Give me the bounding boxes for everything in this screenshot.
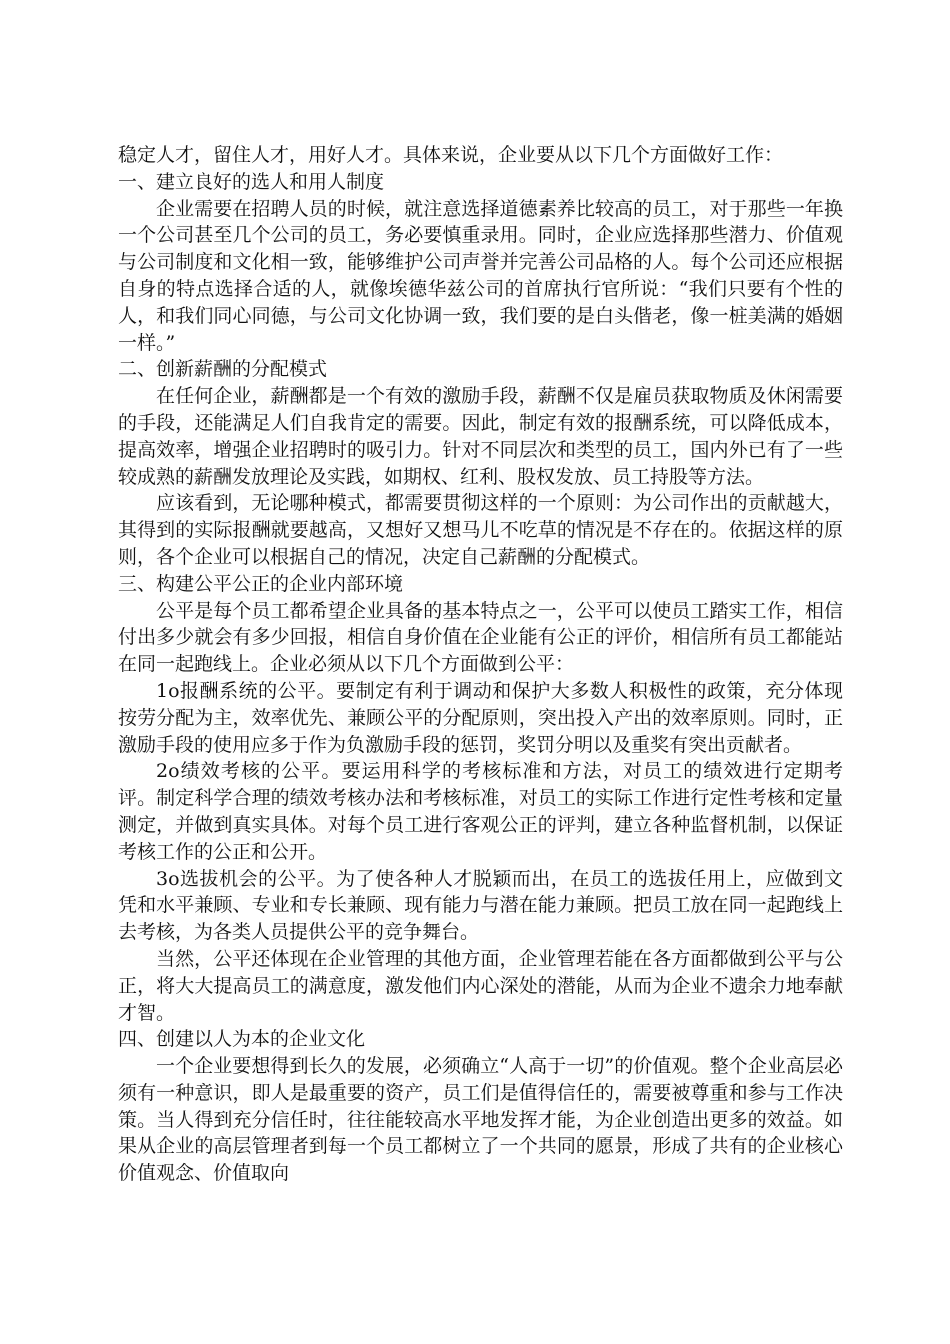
paragraph: 应该看到，无论哪种模式，都需要贯彻这样的一个原则：为公司作出的贡献越大，其得到的实际报酬就要越高，又想好又想马儿不吃草的情况是不存在的。依据这样的原则，各个企业可以根据自己的情况，决定自己薪酬的分配模式。 [118, 492, 843, 568]
section-heading-4: 四、创建以人为本的企业文化 [118, 1028, 366, 1051]
paragraph: 公平是每个员工都希望企业具备的基本特点之一，公平可以使员工踏实工作，相信付出多少就会有多少回报，相信自身价值在企业能有公正的评价，相信所有员工都能站在同一起跑线上。企业必须从以下几个方面做到公平： [118, 599, 843, 676]
paragraph: 当然，公平还体现在企业管理的其他方面，企业管理若能在各方面都做到公平与公正，将大大提高员工的满意度，激发他们内心深处的潜能，从而为企业不遗余力地奉献才智。 [118, 947, 843, 1024]
paragraph: 企业需要在招聘人员的时候，就注意选择道德素养比较高的员工，对于那些一年换一个公司甚至几个公司的员工，务必要慎重录用。同时，企业应选择那些潜力、价值观与公司制度和文化相一致，能够维护公司声誉并完善公司品格的人。每个公司还应根据自身的特点选择合适的人，就像埃德华兹公司的首席执行官所说：“我们只要有个性的人，和我们同心同德，与公司文化协调一致，我们要的是白头偕老，像一桩美满的婚姻一样。” [118, 197, 843, 354]
list-item-paragraph: 3o选拔机会的公平。为了使各种人才脱颖而出，在员工的选拔任用上，应做到文凭和水平兼顾、专业和专长兼顾、现有能力与潜在能力兼顾。把员工放在同一起跑线上去考核，为各类人员提供公平的竞争舞台。 [118, 867, 843, 944]
section-heading-2: 二、创新薪酬的分配模式 [118, 358, 328, 381]
paragraph-intro: 稳定人才，留住人才，用好人才。具体来说，企业要从以下几个方面做好工作： [118, 144, 784, 166]
section-heading-3: 三、构建公平公正的企业内部环境 [118, 572, 404, 595]
list-item-paragraph: 2o绩效考核的公平。要运用科学的考核标准和方法，对员工的绩效进行定期考评。制定科学合理的绩效考核办法和考核标准，对员工的实际工作进行定性考核和定量测定，并做到真实具体。对每个员工进行客观公正的评判，建立各种监督机制，以保证考核工作的公正和公开。 [118, 760, 843, 863]
list-item-paragraph: 1o报酬系统的公平。要制定有利于调动和保护大多数人积极性的政策，充分体现按劳分配为主，效率优先、兼顾公平的分配原则，突出投入产出的效率原则。同时，正激励手段的使用应多于作为负激励手段的惩罚，奖罚分明以及重奖有突出贡献者。 [118, 679, 843, 756]
paragraph: 一个企业要想得到长久的发展，必须确立“人高于一切”的价值观。整个企业高层必须有一种意识，即人是最重要的资产，员工们是值得信任的，需要被尊重和参与工作决策。当人得到充分信任时，往往能较高水平地发挥才能，为企业创造出更多的效益。如果从企业的高层管理者到每一个员工都树立了一个共同的愿景，形成了共有的企业核心价值观念、价值取向 [118, 1055, 843, 1185]
paragraph: 在任何企业，薪酬都是一个有效的激励手段，薪酬不仅是雇员获取物质及休闲需要的手段，还能满足人们自我肯定的需要。因此，制定有效的报酬系统，可以降低成本，提高效率，增强企业招聘时的吸引力。针对不同层次和类型的员工，国内外已有了一些较成熟的薪酬发放理论及实践，如期权、红利、股权发放、员工持股等方法。 [118, 385, 843, 488]
section-heading-1: 一、建立良好的选人和用人制度 [118, 170, 385, 193]
document-body [118, 142, 843, 1187]
